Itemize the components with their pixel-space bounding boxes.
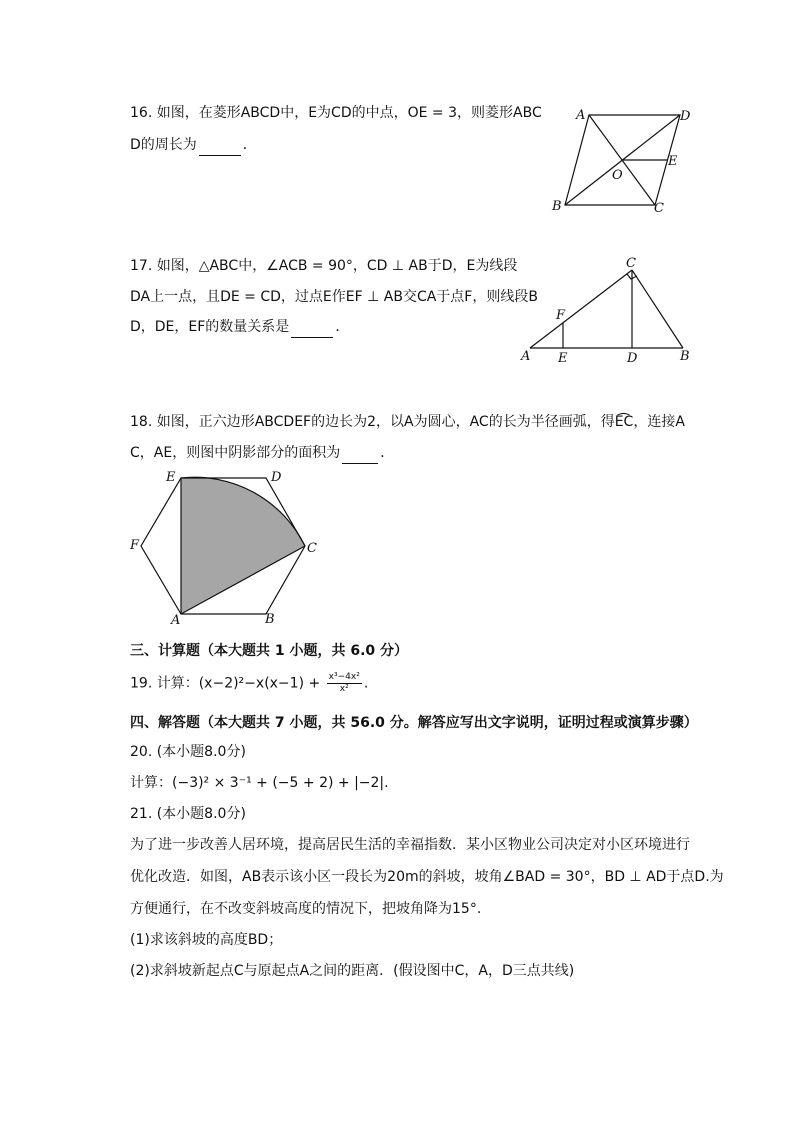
q19-fraction [327,672,362,695]
q17-line3-pre: D，DE，EF的数量关系是 [130,319,290,335]
q17-answer-blank [291,317,333,338]
q20-body: 计算：(−3)² × 3⁻¹ + (−5 + 2) + |−2|. [130,775,389,791]
q17-label-a: A [521,349,531,364]
q16-label-a: A [576,108,586,123]
q18-label-b: B [265,612,275,627]
q19-prefix: 19. 计算：(x−2)²−x(x−1) + [130,675,321,692]
q17-line3 [130,317,349,338]
q16-label-c: C [654,201,664,216]
q18-line1: 18. 如图，正六边形ABCDEF的边长为2，以A为圆心，AC的长为半径画弧，得E͡C，连接A [130,414,685,430]
q21-paragraph-line2: 优化改造．如图，AB表示该小区一段长为20m的斜坡，坡角∠BAD = 30°，BD ⊥ AD于点D.为 [130,869,724,885]
q17-label-b: B [680,349,690,364]
q16-label-e: E [668,154,678,169]
q21-subquestion-2: (2)求斜坡新起点C与原起点A之间的距离．(假设图中C，A，D三点共线) [130,963,575,979]
q21-title: 21. (本小题8.0分) [130,806,246,822]
q16-line2-post: ． [242,137,257,153]
q16-line2-pre: D的周长为 [130,137,197,153]
q17-line1: 17. 如图，△ABC中，∠ACB = 90°，CD ⊥ AB于D，E为线段 [130,258,518,274]
q17-label-c: C [626,256,636,271]
q18-label-a: A [171,613,181,628]
section-4-heading: 四、解答题（本大题共 7 小题，共 56.0 分。解答应写出文字说明，证明过程或演算步骤） [130,715,698,731]
q18-line2 [130,443,394,464]
q16-label-b: B [552,199,562,214]
q21-subquestion-1: (1)求该斜坡的高度BD； [130,932,283,948]
q17-label-f: F [556,308,566,323]
q17-line3-post: ． [335,319,350,335]
q19-line [130,672,368,695]
q16-label-d: D [680,109,691,124]
q19-fraction-numerator: x³−4x² [328,672,360,682]
q21-paragraph-line1: 为了进一步改善人居环境，提高居民生活的幸福指数．某小区物业公司决定对小区环境进行 [130,837,690,853]
q18-label-d: D [271,470,282,485]
q16-label-o: O [612,168,623,183]
q20-title: 20. (本小题8.0分) [130,744,246,760]
q19-fraction-denominator: x² [339,684,349,694]
q18-label-c: C [307,541,317,556]
q18-label-f: F [130,538,140,553]
q16-line1: 16. 如图，在菱形ABCD中，E为CD的中点，OE = 3，则菱形ABC [130,105,542,121]
q17-line2: DA上一点，且DE = CD，过点E作EF ⊥ AB交CA于点F，则线段B [130,289,538,305]
q19-suffix: . [363,675,369,692]
q17-label-d: D [627,351,638,366]
q18-line2-post: ． [380,445,395,461]
q18-line2-pre: C，AE，则图中阴影部分的面积为 [130,445,341,461]
section-3-heading: 三、计算题（本大题共 1 小题，共 6.0 分） [130,643,409,659]
q18-answer-blank [342,443,378,464]
q21-paragraph-line3: 方便通行，在不改变斜坡高度的情况下，把坡角降为15°. [130,901,482,917]
q17-label-e: E [558,351,568,366]
q18-label-e: E [166,470,176,485]
